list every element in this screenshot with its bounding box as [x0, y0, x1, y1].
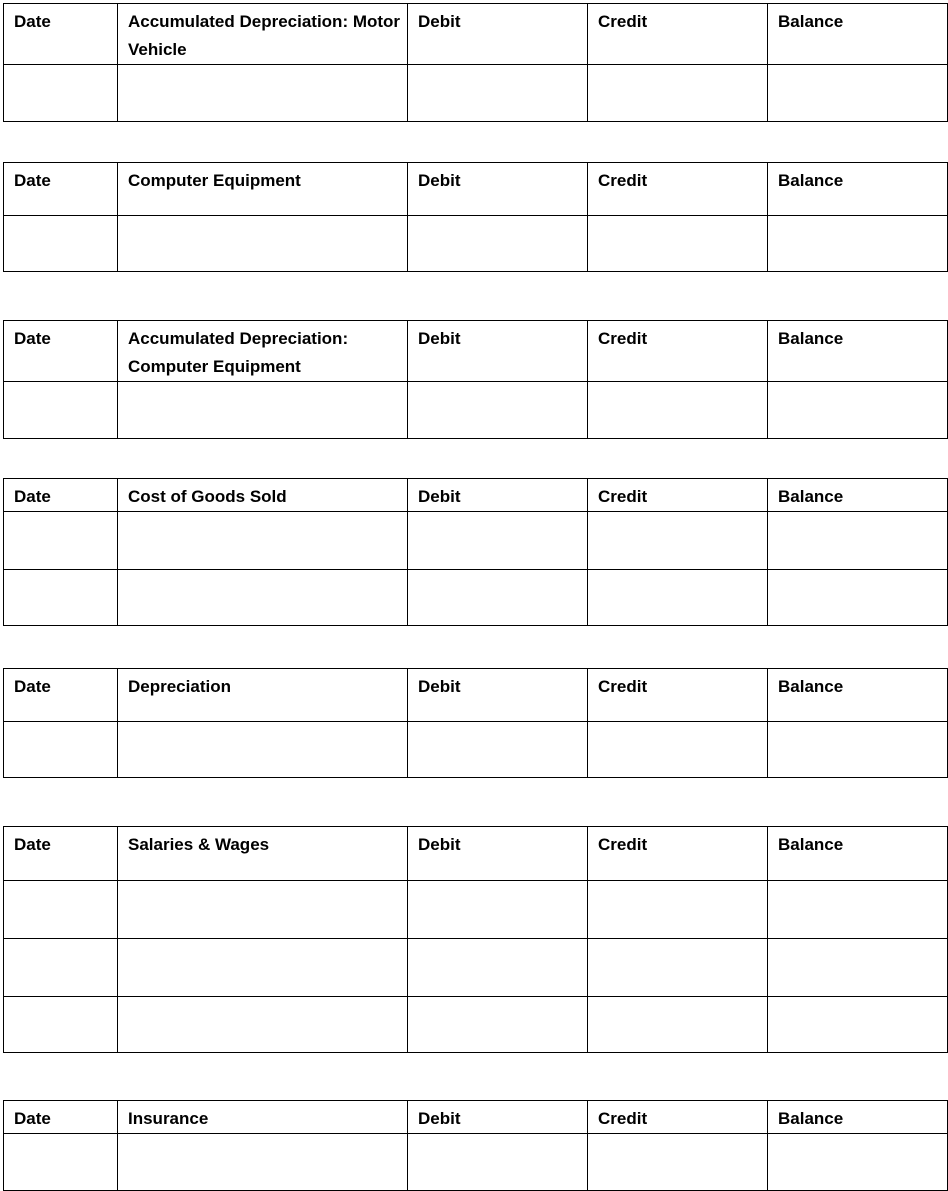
- date-header: Date: [4, 4, 118, 65]
- balance-cell[interactable]: [768, 65, 948, 122]
- date-header: Date: [4, 669, 118, 722]
- credit-cell[interactable]: [588, 570, 768, 626]
- ledger-entry-row: [4, 65, 948, 122]
- debit-cell[interactable]: [408, 1134, 588, 1191]
- ledger-entry-row: [4, 216, 948, 272]
- account-cell[interactable]: [118, 512, 408, 570]
- debit-cell[interactable]: [408, 881, 588, 939]
- account-cell[interactable]: [118, 570, 408, 626]
- balance-cell[interactable]: [768, 881, 948, 939]
- ledger-entry-row: [4, 1134, 948, 1191]
- ledger-table-cost-of-goods-sold: [3, 478, 948, 626]
- balance-cell[interactable]: [768, 939, 948, 997]
- date-cell[interactable]: [4, 939, 118, 997]
- ledger-header-row: [4, 1101, 948, 1134]
- credit-cell[interactable]: [588, 722, 768, 778]
- ledger-header-row: [4, 321, 948, 382]
- balance-header: Balance: [768, 4, 948, 65]
- credit-cell[interactable]: [588, 216, 768, 272]
- date-header: Date: [4, 163, 118, 216]
- account-cell[interactable]: [118, 881, 408, 939]
- ledger-table-depreciation: [3, 668, 948, 778]
- ledger-entry-row: [4, 382, 948, 439]
- date-cell[interactable]: [4, 881, 118, 939]
- credit-cell[interactable]: [588, 1134, 768, 1191]
- account-cell[interactable]: [118, 939, 408, 997]
- debit-cell[interactable]: [408, 216, 588, 272]
- ledger-table-accumulated-depreciation-computer-equipment: [3, 320, 948, 439]
- date-cell[interactable]: [4, 1134, 118, 1191]
- date-header: Date: [4, 321, 118, 382]
- credit-header: Credit: [588, 4, 768, 65]
- ledger-entry-row: [4, 939, 948, 997]
- date-header: Date: [4, 479, 118, 512]
- credit-cell[interactable]: [588, 997, 768, 1053]
- debit-header: Debit: [408, 827, 588, 881]
- ledger-table-accumulated-depreciation-motor-vehicle: [3, 3, 948, 122]
- debit-cell[interactable]: [408, 570, 588, 626]
- account-title: Computer Equipment: [118, 163, 408, 216]
- debit-cell[interactable]: [408, 939, 588, 997]
- credit-header: Credit: [588, 1101, 768, 1134]
- credit-header: Credit: [588, 321, 768, 382]
- debit-cell[interactable]: [408, 512, 588, 570]
- credit-cell[interactable]: [588, 939, 768, 997]
- ledger-entry-row: [4, 881, 948, 939]
- balance-header: Balance: [768, 1101, 948, 1134]
- account-title: Cost of Goods Sold: [118, 479, 408, 512]
- account-cell[interactable]: [118, 997, 408, 1053]
- debit-cell[interactable]: [408, 722, 588, 778]
- date-header: Date: [4, 827, 118, 881]
- account-cell[interactable]: [118, 1134, 408, 1191]
- balance-cell[interactable]: [768, 512, 948, 570]
- credit-header: Credit: [588, 163, 768, 216]
- date-cell[interactable]: [4, 570, 118, 626]
- ledger-entry-row: [4, 997, 948, 1053]
- debit-header: Debit: [408, 321, 588, 382]
- date-cell[interactable]: [4, 65, 118, 122]
- account-cell[interactable]: [118, 216, 408, 272]
- balance-header: Balance: [768, 479, 948, 512]
- date-cell[interactable]: [4, 382, 118, 439]
- credit-cell[interactable]: [588, 65, 768, 122]
- date-header: Date: [4, 1101, 118, 1134]
- account-title: Salaries & Wages: [118, 827, 408, 881]
- balance-cell[interactable]: [768, 997, 948, 1053]
- ledger-header-row: [4, 479, 948, 512]
- account-title: Accumulated Depreciation: Motor Vehicle: [118, 4, 408, 65]
- balance-header: Balance: [768, 321, 948, 382]
- credit-header: Credit: [588, 669, 768, 722]
- credit-header: Credit: [588, 479, 768, 512]
- debit-cell[interactable]: [408, 997, 588, 1053]
- credit-cell[interactable]: [588, 881, 768, 939]
- ledger-table-salaries-and-wages: [3, 826, 948, 1053]
- debit-header: Debit: [408, 669, 588, 722]
- account-title: Depreciation: [118, 669, 408, 722]
- account-title: Accumulated Depreciation: Computer Equipment: [118, 321, 408, 382]
- ledger-entry-row: [4, 722, 948, 778]
- credit-header: Credit: [588, 827, 768, 881]
- balance-header: Balance: [768, 827, 948, 881]
- ledger-header-row: [4, 669, 948, 722]
- ledger-table-computer-equipment: [3, 162, 948, 272]
- account-cell[interactable]: [118, 382, 408, 439]
- credit-cell[interactable]: [588, 512, 768, 570]
- debit-header: Debit: [408, 163, 588, 216]
- balance-cell[interactable]: [768, 1134, 948, 1191]
- debit-header: Debit: [408, 1101, 588, 1134]
- balance-cell[interactable]: [768, 722, 948, 778]
- ledger-table-insurance: [3, 1100, 948, 1191]
- debit-cell[interactable]: [408, 382, 588, 439]
- ledger-header-row: [4, 827, 948, 881]
- account-cell[interactable]: [118, 722, 408, 778]
- balance-cell[interactable]: [768, 382, 948, 439]
- debit-cell[interactable]: [408, 65, 588, 122]
- ledger-entry-row: [4, 512, 948, 570]
- debit-header: Debit: [408, 479, 588, 512]
- account-cell[interactable]: [118, 65, 408, 122]
- ledger-header-row: [4, 163, 948, 216]
- balance-header: Balance: [768, 669, 948, 722]
- balance-header: Balance: [768, 163, 948, 216]
- balance-cell[interactable]: [768, 570, 948, 626]
- balance-cell[interactable]: [768, 216, 948, 272]
- account-title: Insurance: [118, 1101, 408, 1134]
- date-cell[interactable]: [4, 512, 118, 570]
- date-cell[interactable]: [4, 722, 118, 778]
- date-cell[interactable]: [4, 216, 118, 272]
- debit-header: Debit: [408, 4, 588, 65]
- ledger-entry-row: [4, 570, 948, 626]
- date-cell[interactable]: [4, 997, 118, 1053]
- credit-cell[interactable]: [588, 382, 768, 439]
- ledger-header-row: [4, 4, 948, 65]
